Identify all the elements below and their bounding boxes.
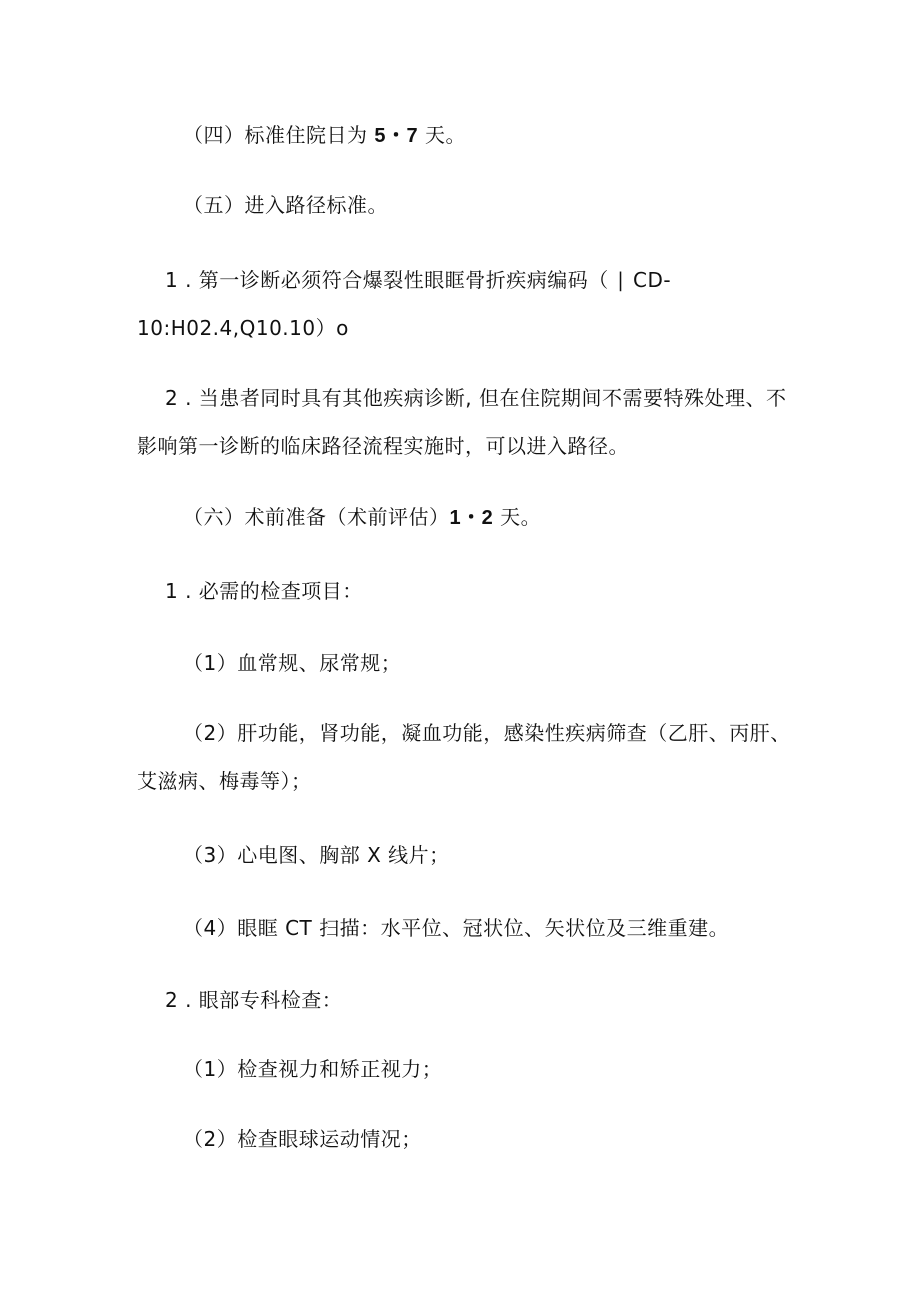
list-item <box>183 916 729 940</box>
list-item-continuation <box>137 769 312 793</box>
section-heading-6 <box>183 505 541 530</box>
paragraph-line <box>165 268 671 292</box>
paragraph-line <box>137 434 629 458</box>
text-segment: 10:H02.4,Q10.10）o <box>137 316 349 340</box>
text-segment: 影响第一诊断的临床路径流程实施时，可以进入路径。 <box>137 434 629 458</box>
list-item <box>183 651 401 675</box>
list-item <box>183 721 791 745</box>
text-segment: （2）检查眼球运动情况； <box>183 1127 422 1151</box>
section-heading-4 <box>183 123 466 148</box>
text-segment: （3）心电图、胸部 X 线片； <box>183 843 450 867</box>
text-segment: 1 . 必需的检查项目： <box>165 579 363 603</box>
text-segment: 艾滋病、梅毒等）； <box>137 769 312 793</box>
paragraph-line <box>165 386 787 410</box>
paragraph-line <box>165 988 342 1012</box>
text-segment: （四）标准住院日为 <box>183 123 375 147</box>
text-segment: （五）进入路径标准。 <box>183 193 388 217</box>
text-segment: （1）血常规、尿常规； <box>183 651 402 675</box>
text-segment: （1）检查视力和矫正视力； <box>183 1057 443 1081</box>
text-segment: （2）肝功能，肾功能，凝血功能，感染性疾病筛查（乙肝、丙肝、 <box>183 721 791 745</box>
section-heading-5 <box>183 193 388 217</box>
text-segment: （4）眼眶 CT 扫描：水平位、冠状位、矢状位及三维重建。 <box>183 916 730 940</box>
text-segment: （六）术前准备（术前评估） <box>183 505 450 529</box>
paragraph-line <box>165 579 363 603</box>
text-segment: 1 . 第一诊断必须符合爆裂性眼眶骨折疾病编码（ ∣ CD- <box>165 268 672 292</box>
text-segment: 2 . 当患者同时具有其他疾病诊断, 但在住院期间不需要特殊处理、不 <box>165 386 787 410</box>
text-segment: 天。 <box>418 123 466 147</box>
list-item <box>183 1057 442 1081</box>
bold-value: 1・2 <box>449 507 494 529</box>
text-segment: 2 . 眼部专科检查： <box>165 988 343 1012</box>
bold-value: 5・7 <box>374 125 419 147</box>
text-segment: 天。 <box>493 505 542 529</box>
list-item <box>183 843 450 867</box>
list-item <box>183 1127 422 1151</box>
paragraph-line <box>137 316 349 340</box>
